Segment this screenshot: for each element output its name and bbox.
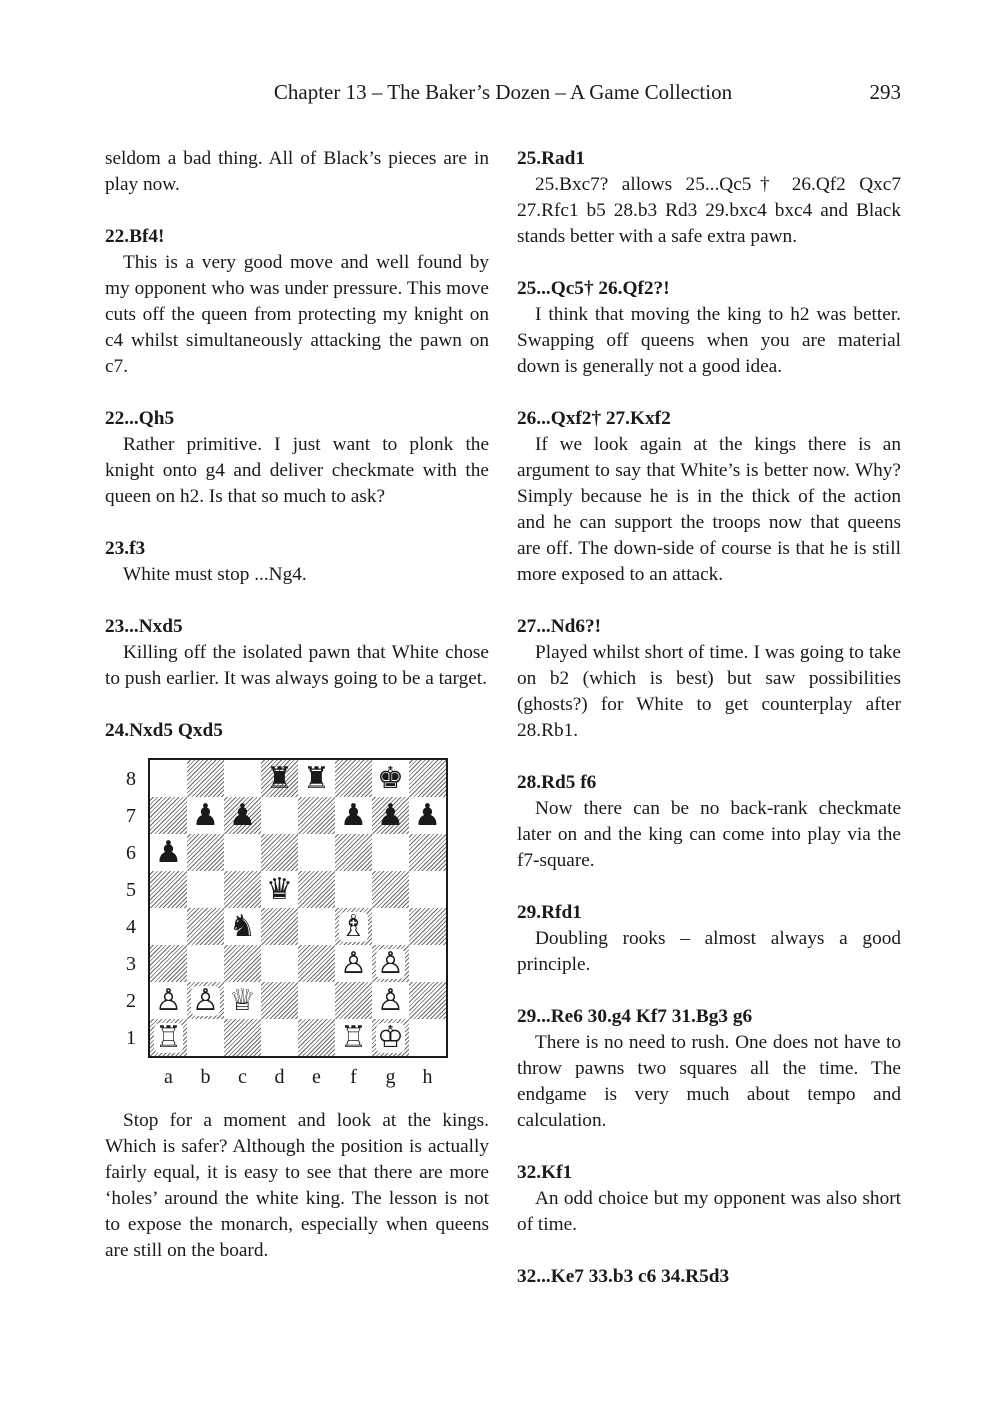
- square-a4: [150, 908, 187, 945]
- square-e6: [298, 834, 335, 871]
- move-heading: 22...Qh5: [105, 408, 175, 429]
- square-b3: [187, 945, 224, 982]
- square-f3: [335, 945, 372, 982]
- square-d6: [261, 834, 298, 871]
- square-b6: [187, 834, 224, 871]
- file-label: d: [274, 1066, 285, 1088]
- chess-piece-icon: ♔: [377, 1019, 404, 1055]
- paragraph: An odd choice but my opponent was also short of time.: [517, 1188, 901, 1235]
- square-a6: [150, 834, 187, 871]
- square-a7: [150, 797, 187, 834]
- square-e3: [298, 945, 335, 982]
- paragraph: I think that moving the king to h2 was better. Swapping off queens when you are material down is generally not a good idea.: [517, 304, 901, 377]
- file-label: g: [385, 1066, 396, 1088]
- chess-piece-icon: ♙: [192, 982, 219, 1018]
- square-e2: [298, 982, 335, 1019]
- square-a2: [150, 982, 187, 1019]
- move-heading: 32...Ke7 33.b3 c6 34.R5d3: [517, 1266, 730, 1287]
- chess-diagram: [105, 758, 489, 1108]
- file-label: e: [312, 1066, 321, 1088]
- square-f2: [335, 982, 372, 1019]
- square-h2: [409, 982, 446, 1019]
- chess-piece-icon: ♟: [340, 797, 367, 833]
- square-h4: [409, 908, 446, 945]
- page-number: 293: [869, 80, 901, 104]
- rank-label: 3: [126, 953, 136, 975]
- square-b2: [187, 982, 224, 1019]
- square-a1: [150, 1019, 187, 1056]
- square-d5: [261, 871, 298, 908]
- square-h8: [409, 760, 446, 797]
- square-a3: [150, 945, 187, 982]
- square-f1: [335, 1019, 372, 1056]
- square-b7: [187, 797, 224, 834]
- square-b1: [187, 1019, 224, 1056]
- chess-piece-icon: ♗: [340, 908, 367, 944]
- square-d4: [261, 908, 298, 945]
- chess-piece-icon: ♜: [266, 760, 293, 796]
- chess-piece-icon: ♛: [266, 871, 293, 907]
- move-heading: 29...Re6 30.g4 Kf7 31.Bg3 g6: [517, 1006, 753, 1027]
- rank-label: 8: [126, 768, 136, 790]
- square-f7: [335, 797, 372, 834]
- square-g6: [372, 834, 409, 871]
- square-c8: [224, 760, 261, 797]
- move-heading: 23.f3: [105, 538, 146, 559]
- chess-piece-icon: ♚: [377, 760, 404, 796]
- square-c3: [224, 945, 261, 982]
- chess-piece-icon: ♖: [155, 1019, 182, 1055]
- chess-board: [148, 758, 448, 1058]
- rank-label: 6: [126, 842, 136, 864]
- square-b5: [187, 871, 224, 908]
- square-d2: [261, 982, 298, 1019]
- chess-piece-icon: ♟: [192, 797, 219, 833]
- square-e4: [298, 908, 335, 945]
- square-h5: [409, 871, 446, 908]
- chess-piece-icon: ♖: [340, 1019, 367, 1055]
- rank-label: 7: [126, 805, 136, 827]
- square-g5: [372, 871, 409, 908]
- square-d3: [261, 945, 298, 982]
- square-b4: [187, 908, 224, 945]
- chess-piece-icon: ♙: [155, 982, 182, 1018]
- rank-label: 1: [126, 1027, 136, 1049]
- left-column: [105, 146, 489, 1264]
- move-heading: 32.Kf1: [517, 1162, 573, 1183]
- chess-piece-icon: ♜: [303, 760, 330, 796]
- chess-piece-icon: ♙: [377, 982, 404, 1018]
- file-label: a: [164, 1066, 173, 1088]
- chess-piece-icon: ♙: [340, 945, 367, 981]
- paragraph: Now there can be no back-rank checkmate later on and the king can come into play via the f7-square.: [517, 798, 901, 871]
- square-c5: [224, 871, 261, 908]
- file-label: b: [200, 1066, 211, 1088]
- square-f8: [335, 760, 372, 797]
- square-f4: [335, 908, 372, 945]
- square-d8: [261, 760, 298, 797]
- square-e7: [298, 797, 335, 834]
- paragraph: Doubling rooks – almost always a good principle.: [517, 928, 901, 975]
- file-label: c: [238, 1066, 247, 1088]
- paragraph: White must stop ...Ng4.: [123, 564, 307, 585]
- chapter-title: Chapter 13 – The Baker’s Dozen – A Game Collection: [273, 80, 733, 104]
- square-c4: [224, 908, 261, 945]
- square-c1: [224, 1019, 261, 1056]
- move-heading: 28.Rd5 f6: [517, 772, 597, 793]
- move-heading: 26...Qxf2† 27.Kxf2: [517, 408, 671, 429]
- move-heading: 29.Rfd1: [517, 902, 582, 923]
- square-f5: [335, 871, 372, 908]
- file-label: h: [422, 1066, 433, 1088]
- square-d7: [261, 797, 298, 834]
- square-h7: [409, 797, 446, 834]
- square-g8: [372, 760, 409, 797]
- square-c6: [224, 834, 261, 871]
- square-h1: [409, 1019, 446, 1056]
- rank-label: 5: [126, 879, 136, 901]
- move-heading: 25...Qc5† 26.Qf2?!: [517, 278, 670, 299]
- chess-piece-icon: ♟: [377, 797, 404, 833]
- square-a5: [150, 871, 187, 908]
- paragraph: If we look again at the kings there is an argument to say that White’s is better now. Why? Simply because he is in the thick of the action and he can support the troops now that queens are off. The down-side of course is that he is still more exposed to an attack.: [517, 434, 901, 585]
- move-heading: 25.Rad1: [517, 148, 586, 169]
- paragraph: There is no need to rush. One does not have to throw pawns two squares all the time. The endgame is very much about tempo and calculation.: [517, 1032, 901, 1131]
- paragraph: Killing off the isolated pawn that White chose to push earlier. It was always going to be a target.: [105, 642, 489, 689]
- square-a8: [150, 760, 187, 797]
- move-heading: 23...Nxd5: [105, 616, 183, 637]
- paragraph: 25.Bxc7? allows 25...Qc5† 26.Qf2 Qxc7 27.Rfc1 b5 28.b3 Rd3 29.bxc4 bxc4 and Black stands better with a safe extra pawn.: [517, 174, 901, 247]
- square-f6: [335, 834, 372, 871]
- rank-label: 2: [126, 990, 136, 1012]
- move-heading: 22.Bf4!: [105, 226, 165, 247]
- square-e1: [298, 1019, 335, 1056]
- square-g3: [372, 945, 409, 982]
- running-head: [105, 80, 901, 110]
- square-h6: [409, 834, 446, 871]
- chess-piece-icon: ♕: [229, 982, 256, 1018]
- chess-piece-icon: ♞: [229, 908, 256, 944]
- square-g7: [372, 797, 409, 834]
- paragraph: Stop for a moment and look at the kings. Which is safer? Although the position is actually fairly equal, it is easy to see that there are more ‘holes’ around the white king. The lesson is not to expose the monarch, especially when queens are still on the board.: [105, 1110, 489, 1261]
- square-g1: [372, 1019, 409, 1056]
- square-h3: [409, 945, 446, 982]
- square-e5: [298, 871, 335, 908]
- chess-piece-icon: ♙: [377, 945, 404, 981]
- square-g4: [372, 908, 409, 945]
- paragraph: This is a very good move and well found by my opponent who was under pressure. This move cuts off the queen from protecting my knight on c4 whilst simultaneously attacking the pawn on c7.: [105, 252, 489, 377]
- square-d1: [261, 1019, 298, 1056]
- square-c7: [224, 797, 261, 834]
- paragraph: seldom a bad thing. All of Black’s pieces are in play now.: [105, 148, 489, 195]
- square-e8: [298, 760, 335, 797]
- move-heading: 24.Nxd5 Qxd5: [105, 720, 223, 741]
- paragraph: Played whilst short of time. I was going to take on b2 (which is best) but saw possibilities (ghosts?) for White to get counterplay after 28.Rb1.: [517, 642, 901, 741]
- file-label: f: [350, 1066, 357, 1088]
- rank-label: 4: [126, 916, 136, 938]
- chess-piece-icon: ♟: [414, 797, 441, 833]
- square-b8: [187, 760, 224, 797]
- square-c2: [224, 982, 261, 1019]
- right-column: [517, 146, 901, 1290]
- square-g2: [372, 982, 409, 1019]
- paragraph: Rather primitive. I just want to plonk the knight onto g4 and deliver checkmate with the queen on h2. Is that so much to ask?: [105, 434, 489, 507]
- move-heading: 27...Nd6?!: [517, 616, 602, 637]
- chess-piece-icon: ♟: [229, 797, 256, 833]
- chess-piece-icon: ♟: [155, 834, 182, 870]
